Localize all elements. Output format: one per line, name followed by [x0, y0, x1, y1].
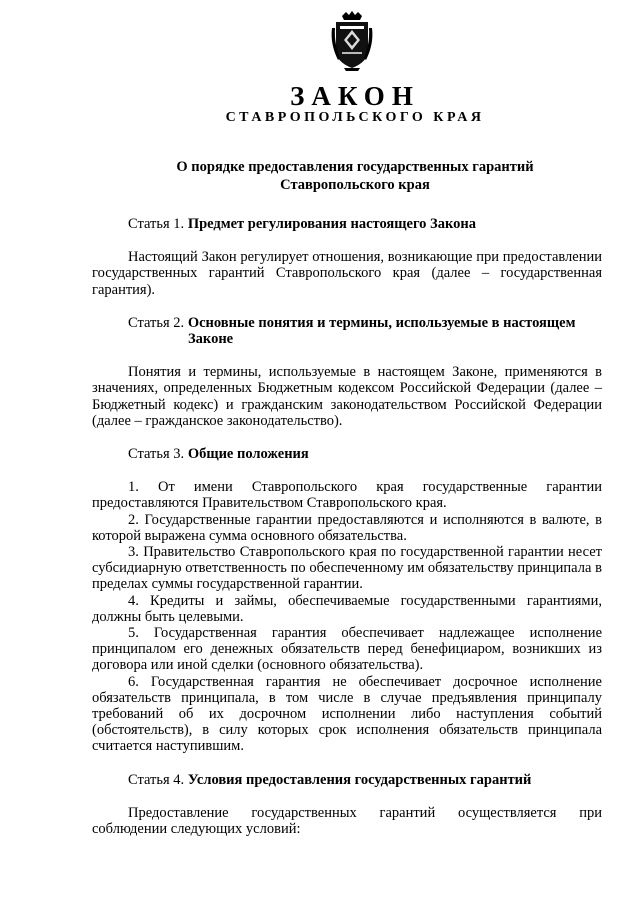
- article-label: Статья 1.: [128, 216, 185, 232]
- article-title: Общие положения: [187, 446, 309, 463]
- article-heading: [92, 772, 602, 788]
- article-paragraph: 3. Правительство Ставропольского края по государственной гарантии несет субсидиарную ответственность по обеспеченному им обязательству принципала в пределах суммы государственной гарантии.: [92, 544, 602, 593]
- article-paragraph: Понятия и термины, используемые в настоящем Законе, применяются в значениях, определенных Бюджетным кодексом Российской Федерации (далее – Бюджетный кодекс) и гражданским законодательством Российской Федерации (далее – гражданское законодательство).: [92, 364, 602, 429]
- article-title: Предмет регулирования настоящего Закона: [187, 216, 476, 232]
- article-paragraph: Предоставление государственных гарантий осуществляется при соблюдении следующих условий:: [92, 804, 602, 838]
- law-name: [120, 158, 590, 194]
- document-body: [92, 216, 602, 837]
- law-name-line-1: О порядке предоставления государственных гарантий: [176, 159, 534, 175]
- article-paragraph: 6. Государственная гарантия не обеспечивает досрочное исполнение обязательств принципала, в том числе в случае предъявления принципалу требований об их досрочном исполнении либо наступления событий (обстоятельств), в силу которых срок исполнения обязательств принципала считается наступившим.: [92, 673, 602, 755]
- document-title: ЗАКОН: [290, 81, 420, 111]
- article-label: Статья 2.: [128, 314, 185, 331]
- article-heading: [92, 315, 602, 347]
- article-paragraph: 5. Государственная гарантия обеспечивает надлежащее исполнение принципалом его денежных обязательств перед бенефициаром, возникших из договора или иной сделки (основного обязательства).: [92, 625, 602, 674]
- article-paragraph: 4. Кредиты и займы, обеспечиваемые государственными гарантиями, должны быть целевыми.: [92, 592, 602, 625]
- article-label: Статья 3.: [128, 446, 185, 463]
- document-subtitle: СТАВРОПОЛЬСКОГО КРАЯ: [225, 110, 485, 125]
- article-title: Основные понятия и термины, используемые в настоящем Законе: [187, 314, 576, 348]
- article-title: Условия предоставления государственных гарантий: [187, 771, 532, 788]
- article-paragraph: 1. От имени Ставропольского края государственные гарантии предоставляются Правительством Ставропольского края.: [92, 479, 602, 512]
- article-label: Статья 4.: [128, 771, 185, 788]
- coat-of-arms-stavropol-icon: [330, 10, 374, 72]
- article-paragraph: 2. Государственные гарантии предоставляются и исполняются в валюте, в которой выражена сумма основного обязательства.: [92, 511, 602, 544]
- article-paragraph: Настоящий Закон регулирует отношения, возникающие при предоставлении государственных гарантий Ставропольского края (далее – государственная гарантия).: [92, 249, 602, 298]
- law-name-line-2: Ставропольского края: [280, 177, 430, 193]
- article-heading: [92, 216, 602, 232]
- article-heading: [92, 446, 602, 462]
